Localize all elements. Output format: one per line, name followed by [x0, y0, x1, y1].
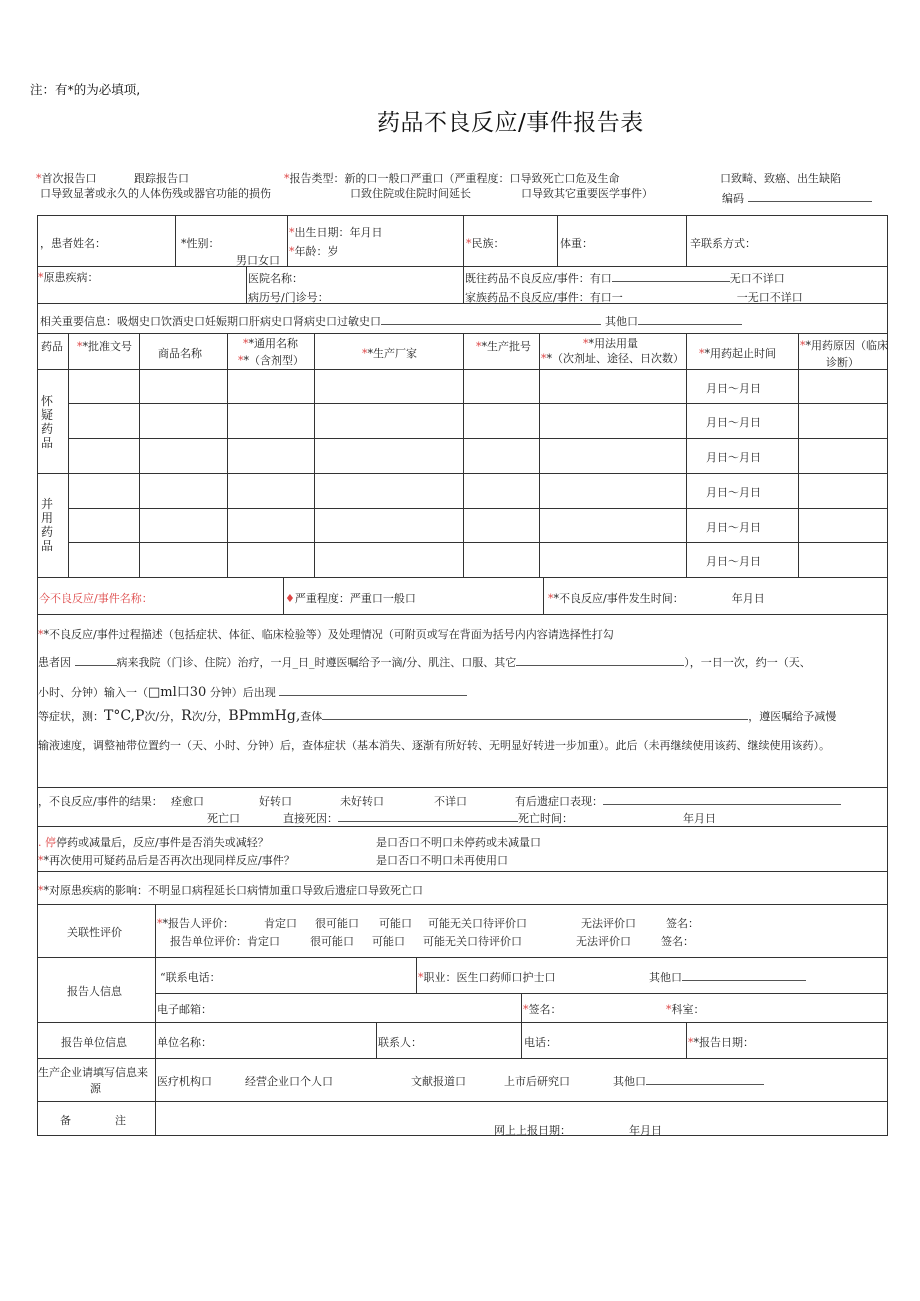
remarks-label: 备 注 — [60, 1114, 126, 1127]
concomitant-date-3[interactable]: 月日〜月日 — [706, 555, 761, 568]
process-line-3[interactable]: 小时、分钟）输入一（□ml口30 分钟）后出现 — [38, 681, 467, 700]
rechallenge-question: **再次使用可疑药品后是否再次出现同样反应/事件？ — [38, 854, 295, 867]
source-medical[interactable]: 医疗机构口 — [157, 1075, 212, 1088]
dechallenge-question: . 停停药或减量后，反应/事件是否消失或减轻？ — [38, 836, 269, 849]
process-description-heading: **不良反应/事件过程描述（包括症状、体征、临床检验等）及处理情况（可附页或写在背面为括号内内容请选择性打勾 — [38, 628, 614, 641]
adr-name-field[interactable]: 今不良反应/事件名称： — [39, 592, 153, 605]
reporter-info-label: 报告人信息 — [67, 985, 122, 998]
trade-name-header: 商品名称 — [158, 347, 202, 360]
suspect-drug-label: 怀疑药品 — [40, 394, 53, 450]
birth-defect-option[interactable]: 口致畸、致癌、出生缺陷 — [720, 172, 841, 185]
outcome-label: ，不良反应/事件的结果： — [38, 795, 163, 808]
other-important-option[interactable]: 口导致其它重要医学事件） — [521, 187, 653, 200]
evaluation-label: 关联性评价 — [67, 926, 122, 939]
process-line-2[interactable]: 患者因 病来我院（门诊、住院）治疗，一月_日_时遵医嘱给予一滴/分、肌注、口服、其它 ），一日一次，约一（天、 — [38, 656, 811, 669]
ethnicity-field[interactable]: *民族： — [466, 237, 505, 250]
form-title: 药品不良反应/事件报告表 — [377, 110, 644, 136]
generic-name-header-2: **（含剂型） — [238, 354, 304, 367]
dechallenge-answer[interactable]: 是口否口不明口未停药或未减量口 — [376, 836, 541, 849]
first-report-checkbox[interactable]: *首次报告口 — [36, 172, 97, 185]
reason-header: **用药原因（临床 — [800, 339, 888, 352]
reporter-other-job[interactable]: 其他口 — [649, 969, 806, 985]
manufacturer-header: **生产厂家 — [362, 347, 417, 360]
original-disease-field[interactable]: *原患疾病： — [38, 271, 99, 284]
hospitalization-option[interactable]: 口致住院或住院时间延长 — [350, 187, 471, 200]
process-line-4[interactable]: 等症状，测：T°C,P次/分，R次/分，BPmmHg,查体 ，遵医嘱给予减慢 — [38, 708, 837, 724]
source-label-2: 源 — [90, 1082, 101, 1095]
batch-header: **生产批号 — [476, 340, 531, 353]
outcome-death[interactable]: 死亡口 — [207, 812, 240, 825]
usage-header-2: **（次剂址、途径、日次数） — [541, 352, 684, 365]
suspect-date-3[interactable]: 月日〜月日 — [706, 451, 761, 464]
sex-options[interactable]: 男口女口 — [236, 254, 280, 267]
source-post-market[interactable]: 上市后研究口 — [504, 1075, 570, 1088]
death-cause-field[interactable]: 直接死因： 死亡时间： — [283, 812, 573, 825]
online-report-date[interactable]: 网上上报日期： 年月日 — [494, 1124, 662, 1137]
source-other[interactable]: 其他口 — [613, 1073, 764, 1089]
outcome-cured[interactable]: 痊愈口 — [171, 795, 204, 808]
death-date[interactable]: 年月日 — [683, 812, 716, 825]
generic-name-header: **通用名称 — [243, 337, 298, 350]
adr-time-field[interactable]: **不良反应/事件发生时间： 年月日 — [548, 592, 765, 605]
record-number-field[interactable]: 病历号/门诊号： — [248, 291, 329, 304]
process-line-5[interactable]: 输液速度，调整袖带位置约一（天、小时、分钟）后，查体症状（基本消失、逐渐有所好转、无明显好转进一步加重）。此后（未再继续使用该药、继续使用该药）。 — [38, 739, 830, 752]
unit-contact-field[interactable]: 联系人： — [378, 1036, 422, 1049]
rechallenge-answer[interactable]: 是口否口不明口未再使用口 — [376, 854, 508, 867]
period-header: **用药起止时间 — [699, 347, 776, 360]
outcome-unknown[interactable]: 不详口 — [434, 795, 467, 808]
concomitant-date-1[interactable]: 月日〜月日 — [706, 486, 761, 499]
outcome-sequela[interactable]: 有后遗症口表现： — [515, 793, 841, 809]
approval-header: **批准文号 — [77, 340, 132, 353]
reporter-sign-field[interactable]: *签名： — [523, 1003, 562, 1016]
related-info-field[interactable]: 相关重要信息：吸烟史口饮酒史口妊娠期口肝病史口肾病史口过敏史口 其他口 — [40, 313, 742, 329]
reporter-job-field[interactable]: *职业：医生口药师口护士口 — [418, 971, 556, 984]
contact-field[interactable]: 辛联系方式： — [690, 237, 756, 250]
disability-option[interactable]: 口导致显著或永久的人体伤残或器官功能的损伤 — [40, 187, 271, 200]
suspect-date-1[interactable]: 月日〜月日 — [706, 382, 761, 395]
followup-report-checkbox[interactable]: 跟踪报告口 — [134, 172, 189, 185]
reporter-dept-field[interactable]: *科室： — [666, 1003, 705, 1016]
code-field[interactable]: 编码 — [722, 190, 872, 206]
report-type[interactable]: *报告类型：新的口一般口严重口（严重程度：口导致死亡口危及生命 — [284, 172, 620, 185]
concomitant-date-2[interactable]: 月日〜月日 — [706, 521, 761, 534]
reporter-evaluation[interactable]: **报告人评价： 肯定口 很可能口 可能口 可能无关口待评价口 无法评价口 签名： — [157, 917, 699, 930]
severity-field[interactable]: ♦严重程度：严重口一般口 — [285, 592, 416, 605]
usage-header: **用法用量 — [583, 337, 638, 350]
report-date-field[interactable]: **报告日期： — [688, 1036, 754, 1049]
unit-info-label: 报告单位信息 — [61, 1036, 127, 1049]
unit-evaluation[interactable]: 报告单位评价：肯定口 很可能口 可能口 可能无关口待评价口 无法评价口 签名： — [170, 935, 694, 948]
hospital-name-field[interactable]: 医院名称： — [248, 272, 303, 285]
source-literature[interactable]: 文献报道口 — [411, 1075, 466, 1088]
sex-label: *性别： — [181, 237, 220, 250]
weight-field[interactable]: 体重： — [560, 237, 593, 250]
unit-phone-field[interactable]: 电话： — [524, 1036, 557, 1049]
family-adr-field[interactable]: 家族药品不良反应/事件：有口一 一无口不详口 — [465, 291, 803, 304]
suspect-date-2[interactable]: 月日〜月日 — [706, 416, 761, 429]
required-note: 注：有*的为必填项, — [30, 82, 141, 97]
past-adr-field[interactable]: 既往药品不良反应/事件：有口 无口不详口 — [465, 272, 785, 285]
reason-header-2: 诊断） — [826, 356, 859, 369]
unit-name-field[interactable]: 单位名称： — [157, 1036, 212, 1049]
outcome-improved[interactable]: 好转口 — [259, 795, 292, 808]
source-business[interactable]: 经营企业口个人口 — [245, 1075, 333, 1088]
reporter-phone-field[interactable]: “联系电话： — [160, 971, 221, 984]
birth-date-field[interactable]: *出生日期：年月日 — [289, 226, 383, 239]
drug-header: 药品 — [41, 340, 63, 353]
source-label: 生产企业请填写信息来 — [38, 1066, 148, 1079]
age-field[interactable]: *年龄：岁 — [289, 245, 339, 258]
patient-name-field[interactable]: ，患者姓名： — [40, 237, 106, 250]
reporter-email-field[interactable]: 电子邮箱： — [157, 1003, 212, 1016]
disease-impact-field[interactable]: **对原患疾病的影响：不明显口病程延长口病情加重口导致后遗症口导致死亡口 — [38, 884, 423, 897]
concomitant-drug-label: 并用药品 — [40, 497, 53, 553]
outcome-not-improved[interactable]: 未好转口 — [340, 795, 384, 808]
